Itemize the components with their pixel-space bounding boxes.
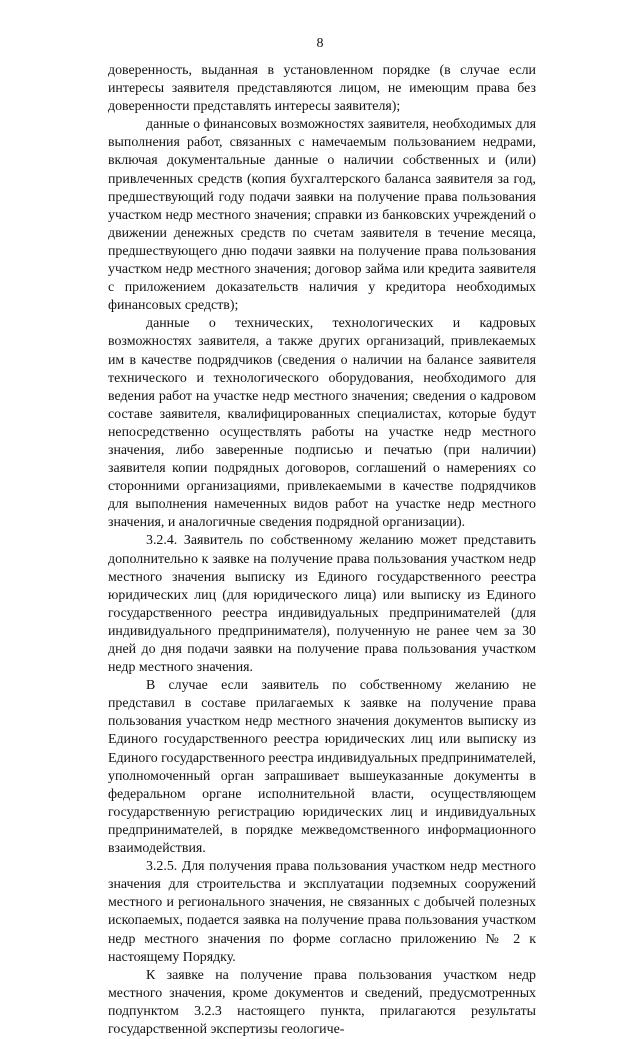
document-body — [108, 62, 536, 1039]
paragraph-3-2-4: 3.2.4. Заявитель по собственному желанию может представить дополнительно к заявке на получение права пользования участком недр местного значения выписку из Единого государственного реестра юридических лиц (для юридического лица) или выписку из Единого государственного реестра индивидуальных предпринимателей (для индивидуального предпринимателя), полученную не ранее чем за 30 дней до дня подачи заявки на получение права пользования участком недр местного значения. — [108, 533, 536, 676]
paragraph-power-of-attorney: доверенность, выданная в установленном порядке (в случае если интересы заявителя представляются лицом, не имеющим права без доверенности представлять интересы заявителя); — [108, 63, 536, 115]
paragraph-attachments: К заявке на получение права пользования участком недр местного значения, кроме документов и сведений, предусмотренных подпунктом 3.2.3 настоящего пункта, прилагаются результаты государственной экспертизы геологиче- — [108, 967, 536, 1037]
page-number: 8 — [316, 36, 324, 51]
paragraph-technical-capabilities: данные о технических, технологических и кадровых возможностях заявителя, а также других организаций, привлекаемых им в качестве подрядчиков (сведения о наличии на балансе заявителя технического и технологического оборудования, необходимого для ведения работ на участке недр местного значения; сведения о кадровом составе заявителя, квалифицированных специалистах, которые будут непосредственно осуществлять работы на участке недр местного значения, либо заверенные подписью и печатью (при наличии) заявителя копии подрядных договоров, соглашений о намерениях со сторонними организациями, привлекаемыми в качестве подрядчиков для выполнения намеченных видов работ на участке недр местного значения, и аналогичные сведения подрядной организации). — [108, 316, 536, 531]
paragraph-3-2-5: 3.2.5. Для получения права пользования участком недр местного значения для строительства и эксплуатации подземных сооружений местного и регионального значения, не связанных с добычей полезных ископаемых, подается заявка на получение права пользования участком недр местного значения по форме согласно приложению № 2 к настоящему Порядку. — [108, 859, 536, 965]
paragraph-registry-request: В случае если заявитель по собственному желанию не представил в составе прилагаемых к заявке на получение права пользования участком недр местного значения документов выписку из Единого государственного реестра юридических лиц или выписку из Единого государственного реестра индивидуальных предпринимателей, уполномоченный орган запрашивает вышеуказанные документы в федеральном органе исполнительной власти, осуществляющем государственную регистрацию юридических лиц и индивидуальных предпринимателей, в порядке межведомственного информационного взаимодействия. — [108, 678, 536, 857]
paragraph-financial-capabilities: данные о финансовых возможностях заявителя, необходимых для выполнения работ, связанных с намечаемым пользованием недрами, включая документальные данные о наличии собственных и (или) привлеченных средств (копия бухгалтерского баланса заявителя за год, предшествующий году подачи заявки на получение права пользования участком недр местного значения; справки из банковских учреждений о движении денежных средств по счетам заявителя в течение месяца, предшествующего дню подачи заявки на получение права пользования участком недр местного значения; договор займа или кредита заявителя с приложением доказательств наличия у кредитора необходимых финансовых средств); — [108, 117, 536, 314]
